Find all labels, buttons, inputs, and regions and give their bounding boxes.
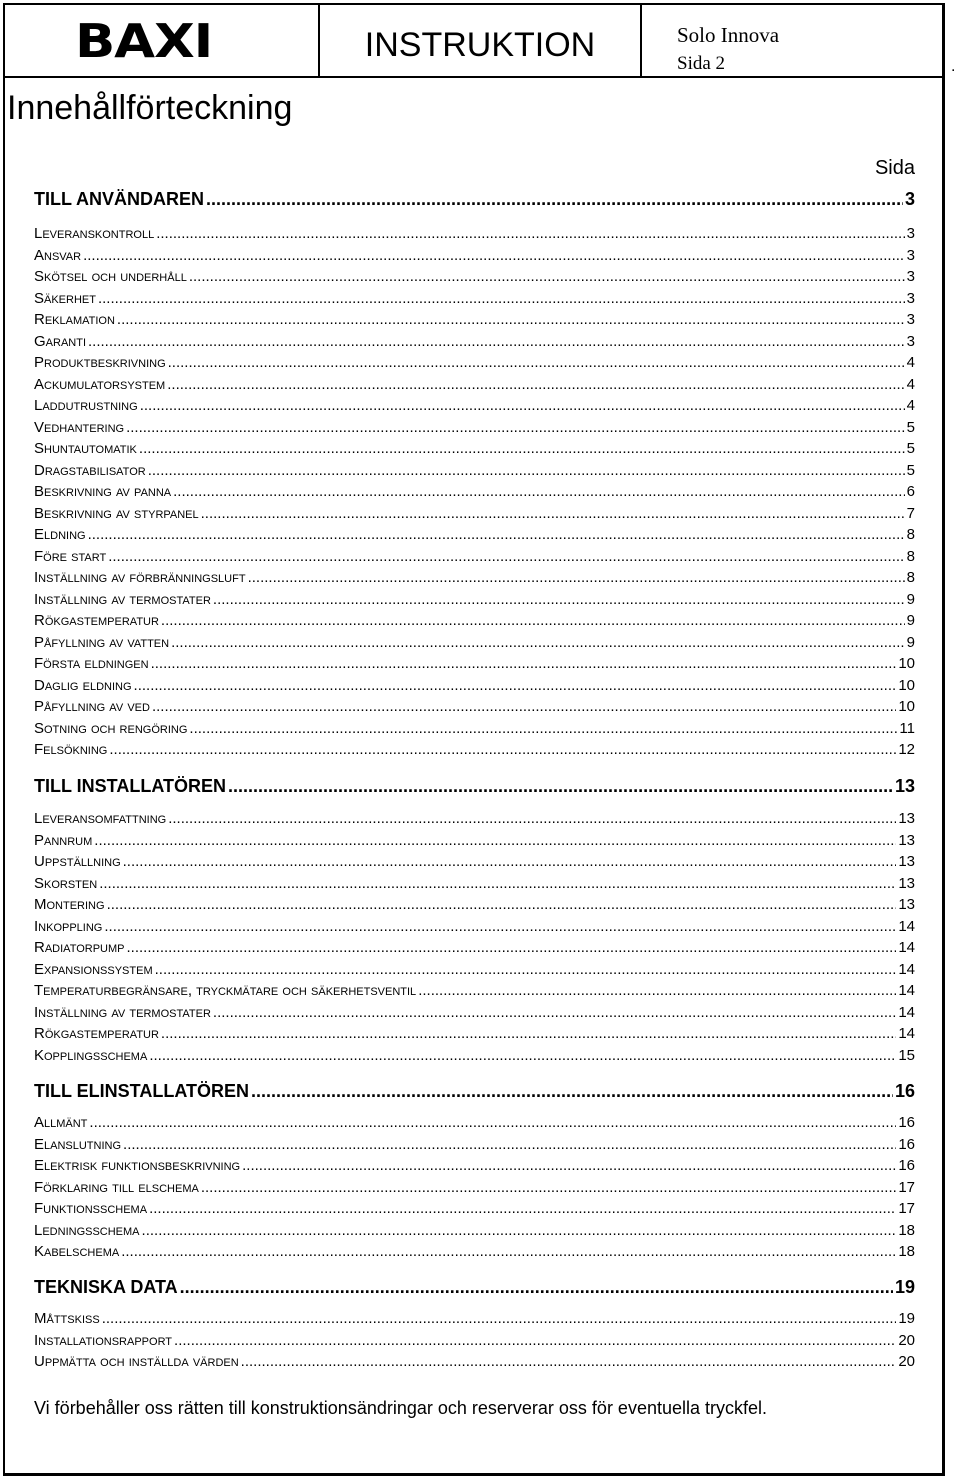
toc-page-number: 17 (898, 1200, 915, 1217)
toc-dot-leader (121, 1243, 896, 1261)
toc-dot-leader (88, 333, 905, 351)
toc-dot-leader (107, 896, 897, 914)
toc-label: Förklaring till elschema (34, 1178, 199, 1196)
toc-label: Säkerhet (34, 289, 96, 307)
disclaimer-note: Vi förbehåller oss rätten till konstruktionsändringar och reserverar oss för eventuella tryckfel. (34, 1398, 768, 1418)
toc-page-number: 17 (898, 1178, 915, 1196)
toc-item-row (34, 1310, 915, 1328)
toc-label: Påfyllning av vatten (34, 633, 170, 651)
toc-page-number: 12 (898, 741, 915, 758)
toc-label: Ansvar (34, 246, 82, 264)
toc-dot-leader (201, 1179, 896, 1197)
toc-label: Produktbeskrivning (34, 354, 166, 371)
toc-page-number: 8 (906, 547, 915, 565)
toc-dot-leader (201, 505, 905, 523)
toc-item-row (34, 354, 915, 372)
toc-dot-leader (248, 569, 905, 587)
toc-page-number: 8 (906, 526, 915, 543)
page-number: Sida 2 (677, 53, 726, 74)
toc-label: Eldning (34, 526, 86, 543)
toc-dot-leader (117, 311, 905, 329)
toc-section-row (34, 188, 915, 210)
toc-dot-leader (213, 591, 905, 609)
toc-page-number: 16 (898, 1114, 915, 1131)
toc-page-number: 3 (906, 246, 915, 264)
toc-label: Inställning av förbränningsluft (34, 569, 246, 586)
toc-label: Uppmätta och inställda värden (34, 1353, 239, 1370)
toc-label: Ledningsschema (34, 1221, 140, 1239)
toc-page-number: 20 (898, 1331, 915, 1349)
toc-label: Funktionsschema (34, 1200, 148, 1217)
toc-dot-leader (167, 376, 904, 394)
toc-label: Ackumulatorsystem (34, 375, 166, 393)
page-column-label: Sida (874, 157, 915, 179)
toc-page-number: 16 (894, 1081, 915, 1101)
toc-label: Kopplingsschema (34, 1046, 148, 1064)
toc-label: Inkoppling (34, 917, 103, 935)
document-heading: INSTRUKTION (364, 26, 596, 64)
toc-dot-leader (251, 1080, 893, 1102)
toc-page-number: 14 (898, 1025, 915, 1042)
toc-label: Leveransomfattning (34, 810, 167, 827)
toc-item-row (34, 612, 915, 630)
toc-label: Måttskiss (34, 1310, 100, 1327)
toc-dot-leader (149, 1200, 896, 1218)
toc-dot-leader (241, 1353, 897, 1371)
toc-item-row (34, 462, 915, 480)
toc-page-number: 13 (898, 831, 915, 849)
stray-mark: . (951, 58, 956, 75)
toc-label: Kabelschema (34, 1243, 120, 1260)
toc-item-row (34, 247, 915, 265)
toc-page-number: 18 (898, 1243, 915, 1260)
toc-dot-leader (83, 247, 905, 265)
toc-item-row (34, 333, 915, 351)
toc-item-row (34, 810, 915, 828)
toc-label: Beskrivning av styrpanel (34, 504, 199, 522)
toc-item-row (34, 483, 915, 501)
toc-item-row (34, 1025, 915, 1043)
toc-item-row (34, 290, 915, 308)
toc-item-row (34, 655, 915, 673)
toc-dot-leader (151, 655, 897, 673)
toc-label: Leveranskontroll (34, 225, 155, 242)
toc-dot-leader (161, 1025, 896, 1043)
toc-dot-leader (123, 1136, 896, 1154)
page-title: Innehållförteckning (7, 89, 293, 127)
toc-dot-leader (140, 397, 905, 415)
toc-page-number: 3 (906, 289, 915, 307)
toc-dot-leader (94, 832, 896, 850)
toc-label: Laddutrustning (34, 397, 138, 414)
toc-dot-leader (88, 526, 905, 544)
toc-item-row (34, 1136, 915, 1154)
toc-item-row (34, 1004, 915, 1022)
product-cell (642, 3, 945, 78)
toc-dot-leader (213, 1004, 896, 1022)
toc-label: Rökgastemperatur (34, 1025, 159, 1042)
toc-page-number: 19 (894, 1277, 915, 1297)
toc-page-number: 9 (906, 590, 915, 608)
heading-cell (320, 3, 642, 78)
toc-label: Shuntautomatik (34, 440, 137, 457)
toc-item-row (34, 634, 915, 652)
toc-item-row (34, 698, 915, 716)
toc-dot-leader (89, 1114, 896, 1132)
toc-page-number: 7 (906, 504, 915, 522)
toc-item-row (34, 591, 915, 609)
toc-dot-leader (242, 1157, 896, 1175)
toc-page-number: 8 (906, 569, 915, 586)
toc-label: Inställning av termostater (34, 1003, 211, 1021)
toc-page-number: 3 (906, 332, 915, 350)
toc-page-number: 13 (898, 874, 915, 892)
toc-label: Första eldningen (34, 655, 149, 672)
toc-item-row (34, 1114, 915, 1132)
toc-dot-leader (108, 548, 904, 566)
toc-label: TILL ANVÄNDAREN (34, 189, 204, 209)
toc-item-row (34, 677, 915, 695)
toc-page-number: 10 (898, 676, 915, 694)
toc-label: Pannrum (34, 831, 93, 849)
toc-item-row (34, 268, 915, 286)
toc-item-row (34, 311, 915, 329)
toc-section-row (34, 1276, 915, 1298)
toc-item-row (34, 1047, 915, 1065)
toc-item-row (34, 741, 915, 759)
toc-page-number: 20 (898, 1353, 915, 1370)
toc-label: Allmänt (34, 1114, 88, 1131)
toc-page-number: 4 (906, 397, 915, 414)
toc-item-row (34, 832, 915, 850)
toc-page-number: 5 (906, 418, 915, 436)
toc-page-number: 4 (906, 354, 915, 371)
toc-item-row (34, 1179, 915, 1197)
toc-item-row (34, 505, 915, 523)
toc-section-row (34, 1080, 915, 1102)
toc-page-number: 9 (906, 633, 915, 651)
toc-dot-leader (148, 462, 905, 480)
toc-item-row (34, 1157, 915, 1175)
toc-dot-leader (180, 1276, 893, 1298)
toc-dot-leader (206, 188, 903, 210)
toc-dot-leader (171, 634, 905, 652)
toc-item-row (34, 720, 915, 738)
logo-cell (3, 3, 320, 78)
toc-item-row (34, 1353, 915, 1371)
toc-label: Vedhantering (34, 418, 125, 436)
document-header (3, 3, 945, 78)
toc-page-number: 5 (906, 440, 915, 457)
toc-dot-leader (173, 483, 905, 501)
toc-item-row (34, 1243, 915, 1261)
toc-dot-leader (189, 268, 905, 286)
toc-dot-leader (161, 612, 905, 630)
toc-dot-leader (126, 419, 905, 437)
toc-dot-leader (228, 775, 893, 797)
toc-label: TILL INSTALLATÖREN (34, 776, 226, 796)
toc-dot-leader (168, 810, 896, 828)
toc-label: Felsökning (34, 741, 108, 758)
toc-dot-leader (139, 440, 905, 458)
toc-dot-leader (174, 1332, 896, 1350)
toc-page-number: 5 (906, 461, 915, 479)
toc-page-number: 3 (906, 225, 915, 242)
toc-label: Före start (34, 547, 107, 565)
toc-label: TILL ELINSTALLATÖREN (34, 1081, 249, 1101)
toc-item-row (34, 419, 915, 437)
toc-item-row (34, 896, 915, 914)
toc-item-row (34, 1200, 915, 1218)
toc-page-number: 6 (906, 483, 915, 500)
toc-page-number: 3 (906, 268, 915, 285)
toc-label: Rökgastemperatur (34, 612, 159, 629)
toc-item-row (34, 918, 915, 936)
toc-dot-leader (189, 720, 897, 738)
toc-label: Temperaturbegränsare, tryckmätare och säkerhetsventil (34, 982, 417, 999)
toc-item-row (34, 1222, 915, 1240)
product-name: Solo Innova (677, 23, 780, 47)
toc-item-row (34, 982, 915, 1000)
baxi-logo: BAXI (75, 14, 213, 68)
toc-section-row (34, 775, 915, 797)
toc-page-number: 3 (904, 189, 915, 209)
toc-label: Expansionssystem (34, 960, 153, 978)
toc-page-number: 14 (898, 960, 915, 978)
toc-item-row (34, 569, 915, 587)
toc-label: Skötsel och underhåll (34, 268, 187, 285)
toc-page-number: 13 (898, 853, 915, 870)
toc-page-number: 11 (899, 719, 915, 737)
toc-dot-leader (99, 875, 896, 893)
toc-label: Sotning och rengöring (34, 719, 188, 737)
toc-item-row (34, 376, 915, 394)
toc-page-number: 15 (898, 1046, 915, 1064)
toc-item-row (34, 225, 915, 243)
toc-page-number: 9 (906, 612, 915, 629)
toc-label: Garanti (34, 332, 87, 350)
toc-dot-leader (134, 677, 897, 695)
toc-page-number: 18 (898, 1221, 915, 1239)
toc-dot-leader (98, 290, 905, 308)
toc-item-row (34, 397, 915, 415)
toc-dot-leader (155, 961, 897, 979)
toc-dot-leader (168, 354, 905, 372)
toc-dot-leader (123, 853, 897, 871)
toc-dot-leader (109, 741, 896, 759)
toc-page-number: 3 (906, 311, 915, 328)
toc-label: Montering (34, 896, 105, 913)
toc-item-row (34, 939, 915, 957)
toc-dot-leader (418, 982, 896, 1000)
toc-label: Daglig eldning (34, 676, 132, 694)
toc-item-row (34, 853, 915, 871)
toc-dot-leader (156, 225, 904, 243)
toc-label: Skorsten (34, 874, 98, 892)
toc-page-number: 4 (906, 375, 915, 393)
toc-page-number: 19 (898, 1310, 915, 1327)
toc-item-row (34, 875, 915, 893)
toc-dot-leader (142, 1222, 897, 1240)
toc-page-number: 14 (898, 1003, 915, 1021)
toc-page-number: 13 (894, 776, 915, 796)
toc-page-number: 14 (898, 939, 915, 956)
toc-page-number: 16 (898, 1135, 915, 1153)
toc-page-number: 10 (898, 655, 915, 672)
toc-item-row (34, 526, 915, 544)
toc-dot-leader (104, 918, 896, 936)
toc-page-number: 13 (898, 896, 915, 913)
toc-page-number: 14 (898, 917, 915, 935)
toc-label: Installationsrapport (34, 1331, 173, 1349)
toc-dot-leader (152, 698, 896, 716)
toc-page-number: 13 (898, 810, 915, 827)
toc-item-row (34, 440, 915, 458)
toc-item-row (34, 548, 915, 566)
toc-page-number: 16 (898, 1157, 915, 1174)
toc-dot-leader (102, 1310, 897, 1328)
toc-label: Beskrivning av panna (34, 483, 172, 500)
toc-page-number: 10 (898, 698, 915, 715)
toc-label: Dragstabilisator (34, 461, 146, 479)
toc-label: Reklamation (34, 311, 115, 328)
toc-label: Elektrisk funktionsbeskrivning (34, 1157, 241, 1174)
toc-label: Påfyllning av ved (34, 698, 150, 715)
toc-label: TEKNISKA DATA (34, 1277, 178, 1297)
toc-item-row (34, 1332, 915, 1350)
toc-page-number: 14 (898, 982, 915, 999)
toc-label: Inställning av termostater (34, 590, 211, 608)
toc-dot-leader (127, 939, 897, 957)
toc-label: Uppställning (34, 853, 121, 870)
toc-dot-leader (149, 1047, 896, 1065)
toc-item-row (34, 961, 915, 979)
toc-label: Elanslutning (34, 1135, 122, 1153)
toc-label: Radiatorpump (34, 939, 125, 956)
